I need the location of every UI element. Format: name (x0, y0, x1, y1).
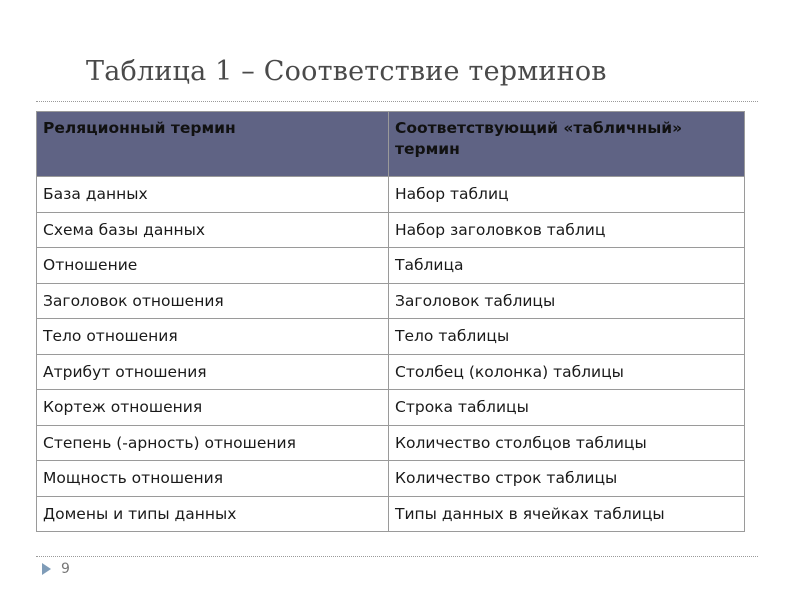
relational-term-cell: Отношение (37, 248, 389, 284)
table-row (37, 461, 745, 497)
tabular-term-cell: Количество столбцов таблицы (389, 425, 745, 461)
tabular-term-cell: Строка таблицы (389, 390, 745, 426)
tabular-term-cell: Таблица (389, 248, 745, 284)
title-divider (36, 101, 758, 102)
triangle-bullet-icon (42, 563, 51, 575)
table-row (37, 425, 745, 461)
table-row (37, 248, 745, 284)
slide-footer (42, 561, 70, 577)
relational-term-cell: Мощность отношения (37, 461, 389, 497)
relational-term-cell: Атрибут отношения (37, 354, 389, 390)
tabular-term-cell: Тело таблицы (389, 319, 745, 355)
tabular-term-cell: Набор таблиц (389, 177, 745, 213)
header-cell-relational: Реляционный термин (37, 112, 389, 177)
table-row (37, 354, 745, 390)
terms-table (36, 111, 745, 532)
table-header-row (37, 112, 745, 177)
relational-term-cell: Схема базы данных (37, 212, 389, 248)
tabular-term-cell: Типы данных в ячейках таблицы (389, 496, 745, 532)
table-row (37, 177, 745, 213)
relational-term-cell: Домены и типы данных (37, 496, 389, 532)
relational-term-cell: Тело отношения (37, 319, 389, 355)
relational-term-cell: Кортеж отношения (37, 390, 389, 426)
tabular-term-cell: Количество строк таблицы (389, 461, 745, 497)
table-row (37, 496, 745, 532)
table-row (37, 319, 745, 355)
relational-term-cell: Степень (-арность) отношения (37, 425, 389, 461)
table-row (37, 390, 745, 426)
relational-term-cell: Заголовок отношения (37, 283, 389, 319)
relational-term-cell: База данных (37, 177, 389, 213)
tabular-term-cell: Заголовок таблицы (389, 283, 745, 319)
tabular-term-cell: Набор заголовков таблиц (389, 212, 745, 248)
header-cell-tabular: Соответствующий «табличный» термин (389, 112, 745, 177)
table-row (37, 283, 745, 319)
page-number: 9 (61, 561, 70, 577)
tabular-term-cell: Столбец (колонка) таблицы (389, 354, 745, 390)
slide-title: Таблица 1 – Соответствие терминов (86, 56, 607, 87)
table-row (37, 212, 745, 248)
footer-divider (36, 556, 758, 557)
